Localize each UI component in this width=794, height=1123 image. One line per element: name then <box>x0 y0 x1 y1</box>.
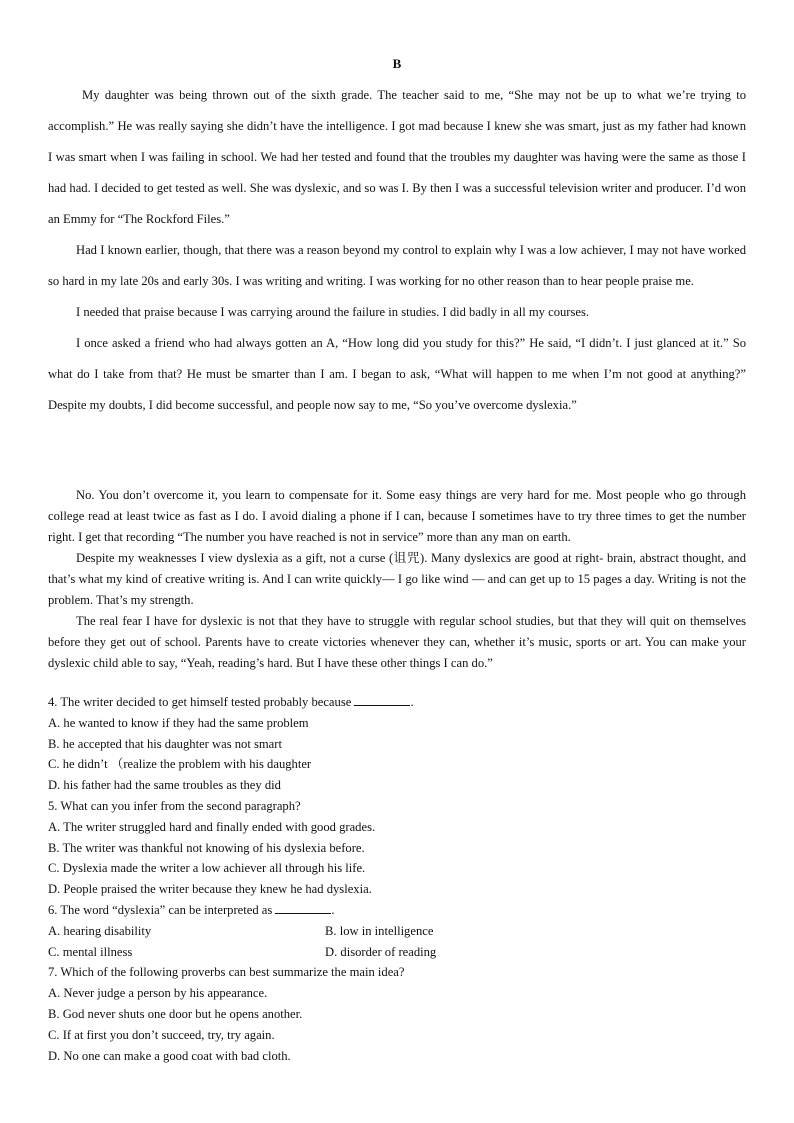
paragraph-3: I needed that praise because I was carrying around the failure in studies. I did badly in all my courses. <box>76 305 590 319</box>
option-row <box>48 921 746 942</box>
paragraph-4: I once asked a friend who had always gotten an A, “How long did you study for this?” He said, “I didn’t. I just glanced at it.” So what do I take from that? He must be smarter than I am. I began to ask, “What will happen to me when I’m not good at anything?” Despite my doubts, I did become successful, and people now say to me, “So you’ve overcome dyslexia.” <box>48 336 746 412</box>
option: B. low in intelligence <box>325 923 434 938</box>
question-4-text: 4. The writer decided to get himself tested probably because <box>48 695 352 709</box>
question-4-stem <box>48 692 746 713</box>
questions-section <box>48 692 746 1066</box>
option: C. If at first you don’t succeed, try, try again. <box>48 1027 275 1042</box>
option: C. he didn’t （realize the problem with his daughter <box>48 757 312 772</box>
option-row <box>48 942 746 963</box>
passage-part-2 <box>48 485 746 674</box>
question-4-end: . <box>410 695 414 709</box>
passage-part-1 <box>48 80 746 421</box>
option: D. People praised the writer because they knew he had dyslexia. <box>48 882 372 897</box>
option: C. mental illness <box>48 944 133 959</box>
answer-blank <box>354 694 410 706</box>
question-6-text: 6. The word “dyslexia” can be interpreted as <box>48 902 273 917</box>
option: B. God never shuts one door but he opens another. <box>48 1006 303 1021</box>
option: C. Dyslexia made the writer a low achiever all through his life. <box>48 861 366 876</box>
option: D. disorder of reading <box>325 944 437 959</box>
paragraph-2: Had I known earlier, though, that there was a reason beyond my control to explain why I was a low achiever, I may not have worked so hard in my late 20s and early 30s. I was writing and writing. I was working for no other reason than to hear people praise me. <box>48 243 746 288</box>
option: A. Never judge a person by his appearance. <box>48 986 268 1001</box>
paragraph-1: My daughter was being thrown out of the sixth grade. The teacher said to me, “She may not be up to what we’re trying to accomplish.” He was really saying she didn’t have the intelligence. I got mad because I knew she was smart, just as my father had known I was smart when I was failing in school. We had her tested and found that the troubles my daughter was having were the same as those I had had. I decided to get tested as well. She was dyslexic, and so was I. By then I was a successful television writer and producer. I’d won an Emmy for “The Rockford Files.” <box>48 88 746 226</box>
question-7-stem: 7. Which of the following proverbs can best summarize the main idea? <box>48 965 405 980</box>
option: A. hearing disability <box>48 923 152 938</box>
paragraph-7: The real fear I have for dyslexic is not that they have to struggle with regular school studies, but that they will quit on themselves before they get out of school. Parents have to create victories whenever they can, whether it’s music, sports or art. You can make your dyslexic child able to say, “Yeah, reading’s hard. But I have these other things I can do.” <box>48 614 746 670</box>
question-6-stem <box>48 900 746 921</box>
paragraph-6: Despite my weaknesses I view dyslexia as a gift, not a curse (诅咒). Many dyslexics are good at right- brain, abstract thought, and that’s what my kind of creative writing is. And I can write quickly— I go like wind — and can get up to 15 pages a day. Writing is not the problem. That’s my strength. <box>48 551 746 607</box>
answer-blank <box>275 902 331 914</box>
option: B. he accepted that his daughter was not smart <box>48 736 282 751</box>
question-5-stem: 5. What can you infer from the second paragraph? <box>48 798 301 813</box>
section-title: B <box>392 56 402 71</box>
question-6-end: . <box>331 902 335 917</box>
paragraph-5: No. You don’t overcome it, you learn to compensate for it. Some easy things are very hard for me. Most people who go through college read at least twice as fast as I do. I avoid dialing a phone if I can, because I sometimes have to try three times to get the number right. I get that recording “The number you have reached is not in service” more than any man on earth. <box>48 488 746 544</box>
option: B. The writer was thankful not knowing of his dyslexia before. <box>48 840 365 855</box>
option: D. his father had the same troubles as they did <box>48 778 281 793</box>
option: A. The writer struggled hard and finally ended with good grades. <box>48 819 376 834</box>
option: A. he wanted to know if they had the same problem <box>48 715 309 730</box>
option: D. No one can make a good coat with bad cloth. <box>48 1048 291 1063</box>
